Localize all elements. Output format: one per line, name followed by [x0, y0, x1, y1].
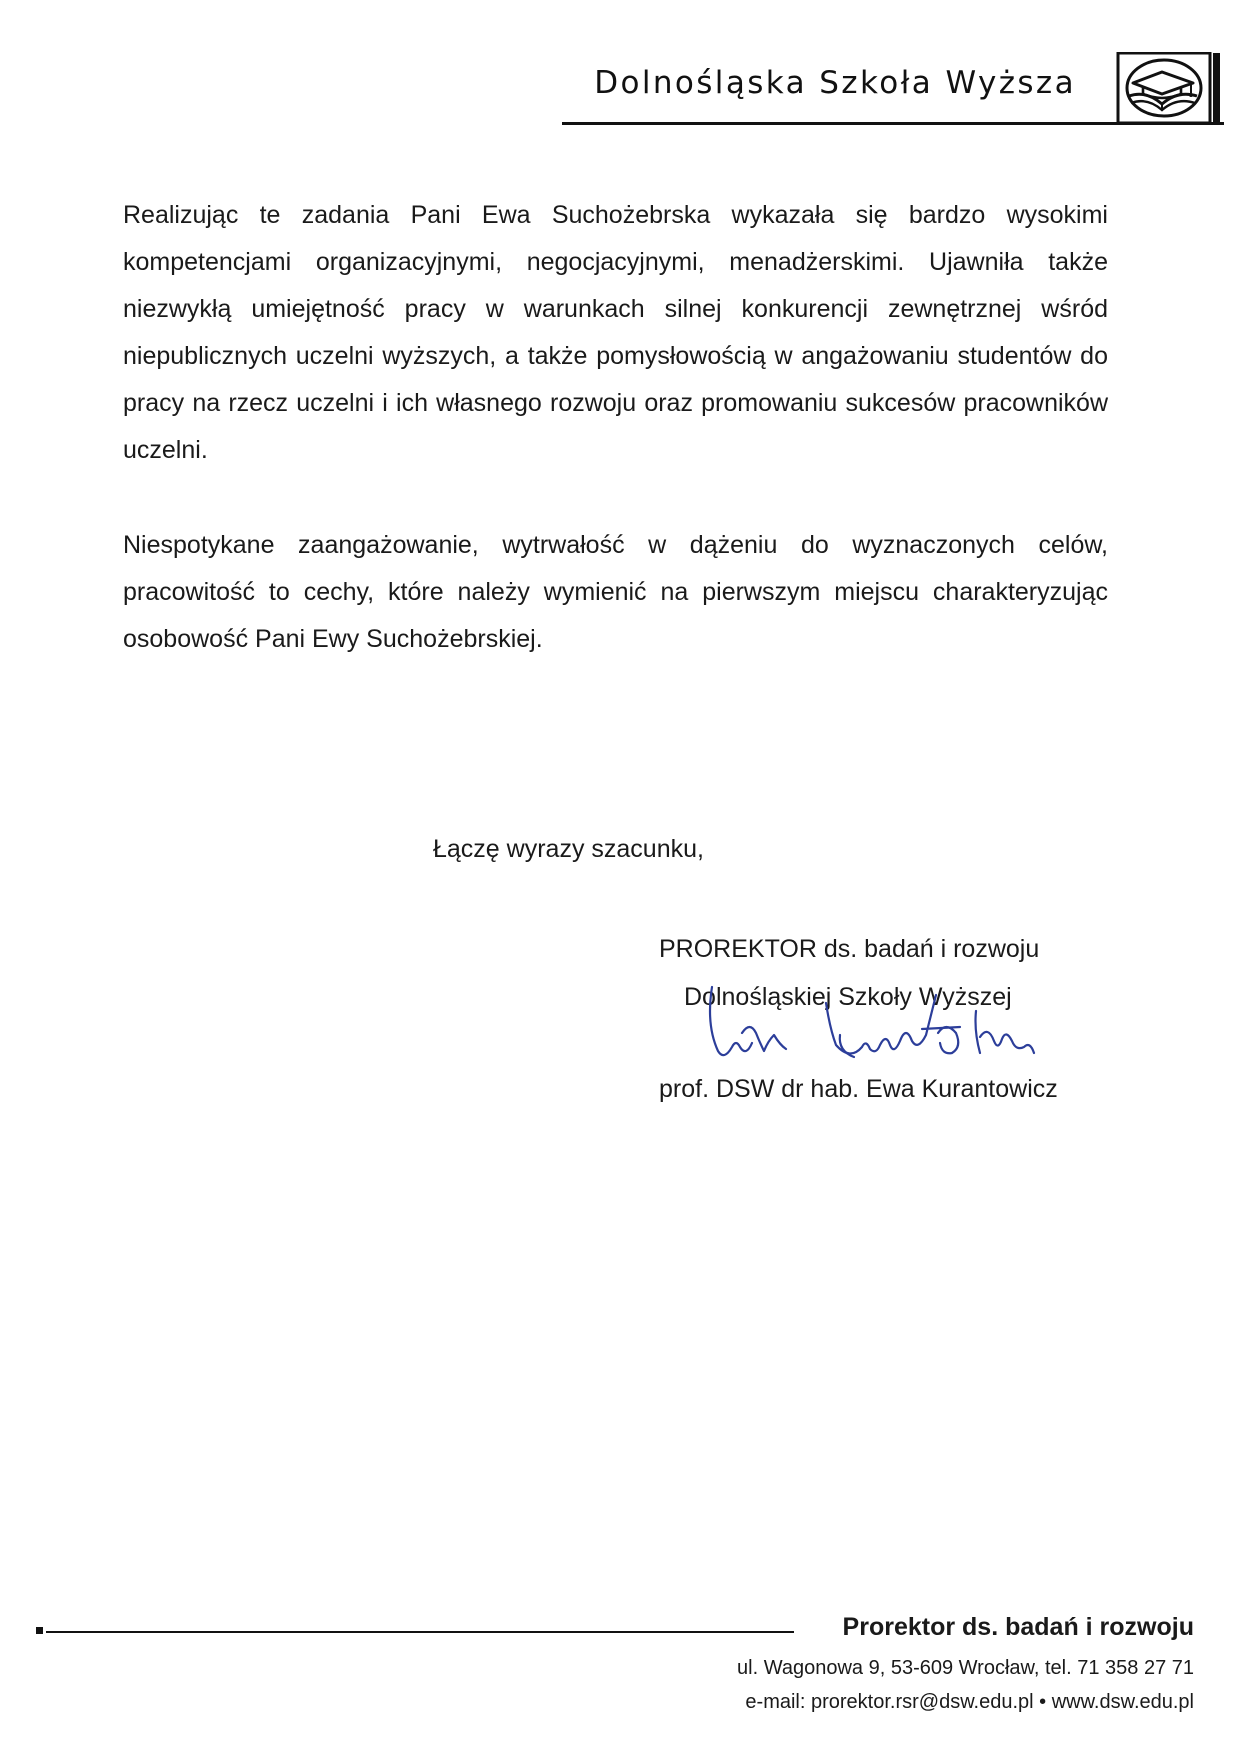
handwritten-signature: [690, 985, 1050, 1085]
signatory-institution: Dolnośląskiej Szkoły Wyższej: [684, 983, 1012, 1011]
paragraph-personality: Niespotykane zaangażowanie, wytrwałość w dążeniu do wyznaczonych celów, pracowitość to cechy, które należy wymienić na pierwszym miejscu charakteryzując osobowość Pani Ewy Suchożebrskiej.: [123, 531, 1108, 653]
footer-marker: [36, 1627, 43, 1634]
paragraph-competencies: Realizując te zadania Pani Ewa Suchożebrska wykazała się bardzo wysokimi kompetencjami organizacyjnymi, negocjacyjnymi, menadżerskimi. Ujawniła także niezwykłą umiejętność pracy w warunkach silnej konkurencji zewnętrznej wśród niepublicznych uczelni wyższych, a także pomysłowością w angażowaniu studentów do pracy na rzecz uczelni i ich własnego rozwoju oraz promowaniu sukcesów pracowników uczelni.: [123, 201, 1108, 464]
footer-address: ul. Wagonowa 9, 53-609 Wrocław, tel. 71 358 27 71: [737, 1657, 1194, 1679]
closing-phrase: Łączę wyrazy szacunku,: [433, 835, 704, 863]
graduation-cap-book-logo-icon: [1107, 52, 1224, 125]
letterhead: [562, 52, 1224, 128]
footer-office-title: Prorektor ds. badań i rozwoju: [842, 1613, 1194, 1641]
institution-title: Dolnośląska Szkoła Wyższa: [594, 65, 1076, 101]
signatory-name: prof. DSW dr hab. Ewa Kurantowicz: [659, 1075, 1058, 1103]
footer-contact: e-mail: prorektor.rsr@dsw.edu.pl • www.dsw.edu.pl: [745, 1691, 1194, 1713]
signatory-role: PROREKTOR ds. badań i rozwoju: [659, 935, 1040, 963]
footer-rule: [46, 1631, 794, 1633]
